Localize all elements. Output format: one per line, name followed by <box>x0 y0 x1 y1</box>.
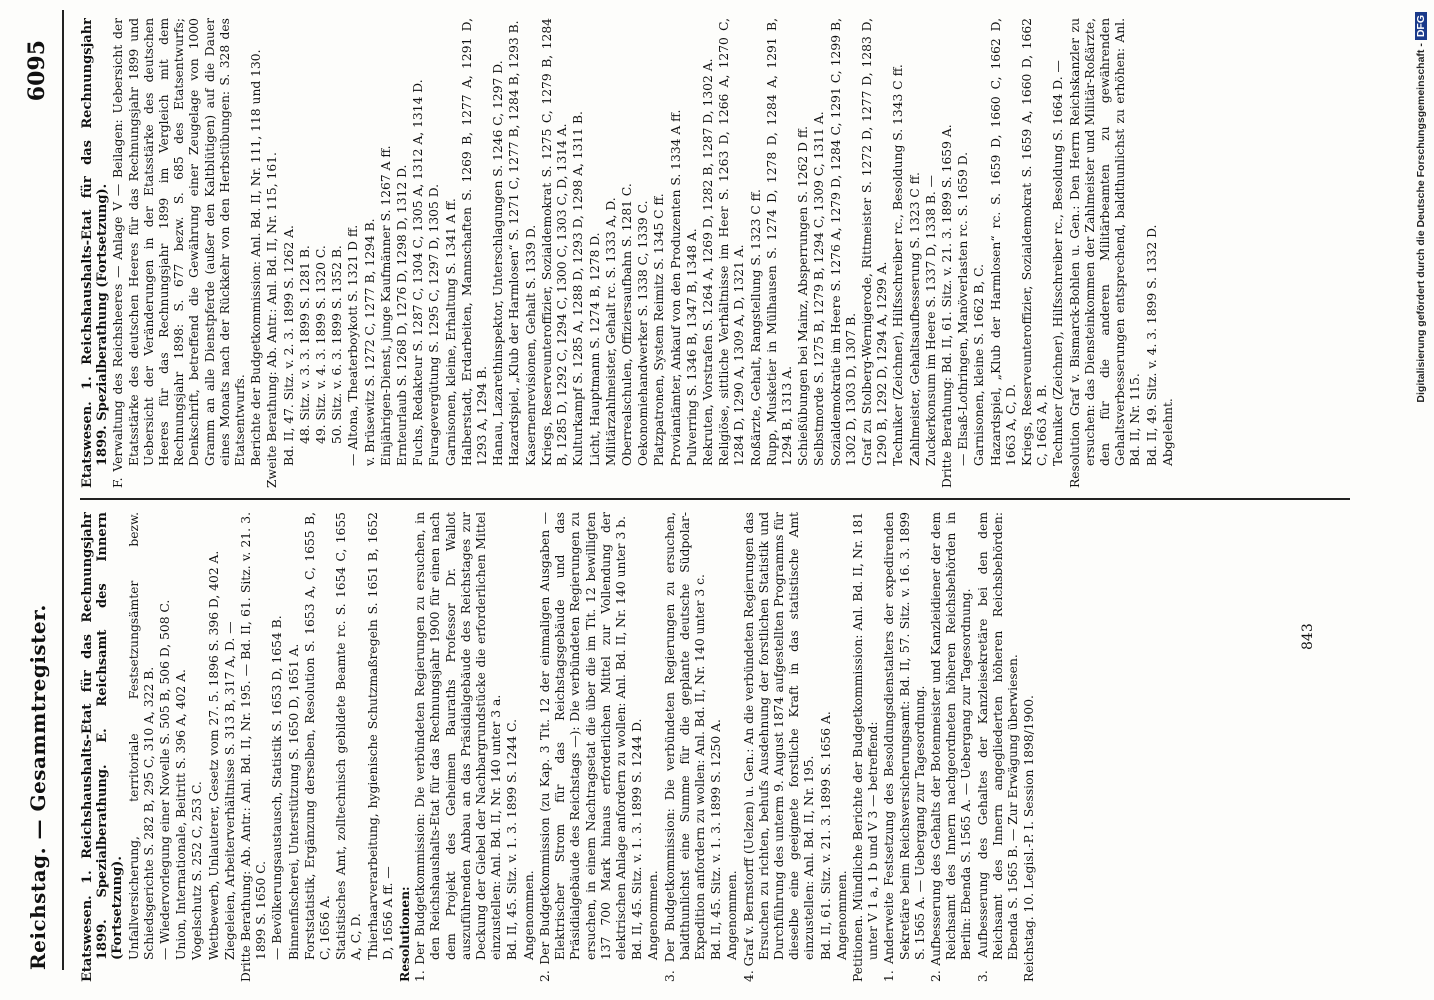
register-entry: Abgelehnt. <box>1160 398 1175 466</box>
register-entry: Graf zu Stolberg-Wernigerode, Rittmeister S. 1272 D, 1277 D, 1283 D, 1290 B, 1292 D, 1294 A, 1299 A. <box>859 18 890 466</box>
sheet-signature: 843 <box>1300 623 1316 650</box>
register-entry: Etatswesen. 1. Reichshaushalts-Etat für das Rechnungsjahr 1899. Spezialberathung. E. Reichsamt des Innern (Fortsetzung). <box>80 512 126 982</box>
register-entry: Kriegs, Reserveunteroffizier, Sozialdemokrat S. 1275 C, 1279 B, 1284 B, 1285 D, 1292 C, 1294 C, 1300 C, 1303 C, D, 1314 A. <box>539 18 570 466</box>
register-entry: Fuchs, Redakteur S. 1287 C, 1304 C, 1305 A, 1312 A, 1314 D. <box>411 79 426 466</box>
register-entry: Zahlmeister, Gehaltsaufbesserung S. 1323 C ff. <box>907 172 922 466</box>
register-entry: Bd. II, 47. Sitz. v. 2. 3. 1899 S. 1262 A. <box>281 225 296 466</box>
register-entry: Techniker (Zeichner), Hilfsschreiber rc., Besoldung S. 1664 D. — <box>1051 60 1066 466</box>
register-entry: 2. Aufbesserung des Gehalts der Botenmeister und Kanzleidiener der dem Reichsamt des Innern nachgeordneten höheren Reichsbehörden in Berlin: Ebenda S. 1565 A. — Uebergang zur Tagesordnung. <box>928 512 974 982</box>
register-entry: Bd. II, 45. Sitz. v. 1. 3. 1899 S. 1244 C. <box>505 719 520 960</box>
register-entry: Platzpatronen, System Reimitz S. 1345 C ff. <box>652 193 667 466</box>
register-entry: Union, Internationale, Beitritt S. 396 A, 402 A. <box>174 669 189 960</box>
register-entry: Kriegs, Reserveunteroffizier, Sozialdemokrat S. 1659 A, 1660 D, 1662 C, 1663 A, B. <box>1019 18 1050 466</box>
register-entry: F. Verwaltung des Reichsheeres — Anlage V — Beilagen: Uebersicht der Etatsstärke des deutschen Heeres für das Rechnungsjahr 1899 und Uebersicht der Veränderungen in der Etatsstärke des deutschen Heeres für das Rechnungsjahr 1899 im Vergleich mit dem Rechnungsjahr 1898: S. 677 bezw. S. 685 des Etatsentwurfs; Denkschrift, betreffend die Gewährung einer Zeugelage von 1000 Gramm an alle Dienstpferde (außer den Kaltblütigen) auf die Dauer eines Monats nach der Rückkehr von den Herbstübungen: S. 328 des Etatsentwurfs. <box>111 18 248 488</box>
register-entry: Bd. II, 45. Sitz. v. 1. 3. 1899 S. 1250 A. <box>709 719 724 960</box>
register-entry: Hanau, Lazarethinspektor, Unterschlagungen S. 1246 C, 1297 D. <box>491 60 506 466</box>
register-entry: Pulverring S. 1346 B, 1347 B, 1348 A. <box>684 228 699 466</box>
register-entry: Oberrealschulen, Offiziersaufbahn S. 1281 C. <box>619 183 634 466</box>
right-column <box>80 18 1350 488</box>
register-entry: Vogelschutz S. 252 C, 253 C. <box>190 781 205 960</box>
register-entry: 48. Sitz. v. 3. 3. 1899 S. 1281 B. <box>297 245 312 444</box>
register-entry: Resolution Graf v. Bismarck-Bohlen u. Gen.: Den Herrn Reichskanzler zu ersuchen: das Diensteinkommen der Zahlmeister und Militär-Roßärzte, den für die anderen Militärbeamten zu gewährenden Gehaltsverbesserungen entsprechend, baldthunlichst zu erhöhen: Anl. Bd. II, Nr. 115. <box>1067 18 1143 488</box>
register-entry: Forststatistik, Ergänzung derselben, Resolution S. 1653 A, C, 1655 B, C, 1656 A. <box>302 512 333 960</box>
running-title: Reichstag. — Gesammtregister. <box>26 604 50 970</box>
register-entry: Garnisonen, kleine, Erhaltung S. 1341 A ff. <box>443 198 458 466</box>
register-entry: Angenommen. <box>521 870 536 960</box>
register-entry: Statistisches Amt, zolltechnisch gebildete Beamte rc. S. 1654 C, 1655 A, C, D. <box>334 512 364 960</box>
register-entry: Einjährigen-Dienst, junge Kaufmänner S. 1267 A ff. <box>378 145 393 466</box>
register-entry: Petitionen. Mündliche Berichte der Budgetkommission: Anl. Bd. II, Nr. 181 unter V 1 a, 1 b und V 3 — betreffend: <box>850 512 881 982</box>
register-entry: 1. Anderweite Festsetzung des Besoldungsdienstalters der expedirenden Sekretäre beim Reichsversicherungsamt: Bd. II, 57. Sitz. v. 16. 3. 1899 S. 1565 A. — Uebergang zur Tagesordnung. <box>882 512 927 982</box>
register-entry: Hazardspiel, „Klub der Harmlosen“ rc. S. 1659 D, 1660 C, 1662 D, 1663 A, C, D. <box>988 18 1018 466</box>
register-entry: Rekruten, Vorstrafen S. 1264 A, 1269 D, 1282 B, 1287 D, 1302 A. <box>700 58 715 466</box>
register-entry: Garnisonen, kleine S. 1662 B, C. <box>972 264 987 466</box>
register-entry: 3. Aufbesserung des Gehaltes der Kanzleisekretäre bei den dem Reichsamt des Innern angegliederten höheren Reichsbehörden: Ebenda S. 1565 B. — Zur Erwägung überwiesen. <box>975 512 1020 982</box>
register-entry: Dritte Berathung: Bd. II, 61. Sitz. v. 21. 3. 1899 S. 1659 A. <box>939 124 954 488</box>
register-entry: 4. Graf v. Bernstorff (Uelzen) u. Gen.: An die verbündeten Regierungen das Ersuchen zu richten, behufs Ausdehnung der forstlichen Statistik und Durchführung des unterm 9. August 1874 aufgestellten Programms für dieselbe eine geeignete forstliche Kraft in das statistische Amt einzustellen: Anl. Bd. II, Nr. 195. <box>741 512 817 982</box>
register-entry: Kulturkampf S. 1285 A, 1288 D, 1293 D, 1298 A, 1311 B. <box>571 111 586 466</box>
register-entry: 2. Der Budgetkommission (zu Kap. 3 Tit. 12 der einmaligen Ausgaben — Elektrischer Strom für das Reichstagsgebäude und das Präsidialgebäude des Reichstags —): Die verbündeten Regierungen zu ersuchen, in einem Nachtragsetat die über die im Tit. 12 bewilligten 137 700 Mark hinaus erforderlichen Mittel zur Vollendung der elektrischen Anlage anfordern zu wollen: Anl. Bd. II, Nr. 140 unter 3 b. <box>537 512 628 982</box>
register-entry: Religiöse, sittliche Verhältnisse im Heer S. 1263 D, 1266 A, 1270 C, 1284 D, 1290 A, 1309 A, D, 1321 A. <box>717 18 747 466</box>
register-entry: Wettbewerb, Unlauterer, Gesetz vom 27. 5. 1896 S. 396 D, 402 A. <box>206 550 221 960</box>
register-entry: Techniker (Zeichner), Hilfsschreiber rc., Besoldung S. 1343 C ff. <box>891 64 906 466</box>
register-entry: 3. Der Budgetkommission: Die verbündeten Regierungen zu ersuchen, baldthunlichst eine Summe für die geplante deutsche Südpolar-Expedition anfordern zu wollen: Anl. Bd. II, Nr. 140 unter 3 c. <box>662 512 707 982</box>
register-entry: Selbstmorde S. 1275 B, 1279 B, 1294 C, 1309 C, 1311 A. <box>812 111 827 466</box>
register-entry: Furagevergütung S. 1295 C, 1297 D, 1305 D. <box>427 183 442 466</box>
register-entry: — Altona, Theaterboykott S. 1321 D ff. <box>346 224 361 466</box>
dfg-logo: DFG <box>1415 12 1427 40</box>
register-entry: Angenommen. <box>646 870 661 960</box>
register-entry: v. Brüsewitz S. 1272 C, 1277 B, 1294 B. <box>362 218 377 466</box>
register-entry: 50. Sitz. v. 6. 3. 1899 S. 1352 B. <box>330 245 345 444</box>
register-entry: Dritte Berathung: Ab. Antr.: Anl. Bd. II, Nr. 195. — Bd. II, 61. Sitz. v. 21. 3. 1899 S. 1650 C. <box>239 512 269 982</box>
register-entry: Halberstadt, Erdarbeiten, Mannschaften S. 1269 B, 1277 A, 1291 D, 1293 A, 1294 B. <box>459 18 490 466</box>
register-entry: Roßärzte, Gehalt, Rangstellung S. 1323 C ff. <box>748 189 763 466</box>
stamp-text: Digitalisierung gefördert durch die Deutsche Forschungsgemeinschaft - <box>1415 43 1427 403</box>
register-entry: Unfallversicherung, territoriale Festsetzungsämter bezw. Schiedsgerichte S. 282 B, 295 C, 310 A, 322 B. <box>126 512 156 960</box>
register-entry: Proviantämter, Ankauf von den Produzenten S. 1334 A ff. <box>668 109 683 466</box>
register-entry: Hazardspiel, „Klub der Harmlosen“ S. 1271 C, 1277 B, 1284 B, 1293 B. <box>507 20 522 466</box>
register-entry: Resolutionen: <box>397 886 413 982</box>
register-entry: — Bevölkerungsaustausch, Statistik S. 1653 D, 1654 B. <box>270 615 285 960</box>
register-entry: Angenommen. <box>725 870 740 960</box>
register-entry: Ziegeleien, Arbeiterverhältnisse S. 313 B, 317 A, D. — <box>222 621 237 960</box>
register-entry: Bd. II, 61. Sitz. v. 21. 3. 1899 S. 1656 A. <box>818 711 833 960</box>
register-entry: Rupp, Musketier in Mülhausen S. 1274 D, 1278 D, 1284 A, 1291 B, 1294 B, 1313 A. <box>764 18 794 466</box>
register-entry: Reichstag. 10. Legisl.-P. I. Session 1898/1900. <box>1022 695 1037 982</box>
register-entry: Ernteurlaub S. 1268 D, 1276 D, 1298 D, 1312 D. <box>395 164 410 466</box>
register-entry: Licht, Hauptmann S. 1274 B, 1278 D. <box>587 232 602 466</box>
register-entry: Zweite Berathung: Ab. Antr.: Anl. Bd. II, Nr. 115, 161. <box>265 152 280 488</box>
page-number: 6095 <box>24 40 50 102</box>
register-entry: Etatswesen. 1. Reichshaushalts-Etat für das Rechnungsjahr 1899. Spezialberathung (Fortsetzung). <box>80 18 111 488</box>
register-entry: — Elsaß-Lothringen, Manöverlasten rc. S. 1659 D. <box>956 151 971 466</box>
register-entry: Schießübungen bei Mainz, Absperrungen S. 1262 D ff. <box>796 125 811 466</box>
register-entry: 49. Sitz. v. 4. 3. 1899 S. 1320 C. <box>314 245 329 444</box>
register-entry: Bd. II, 45. Sitz. v. 1. 3. 1899 S. 1244 D. <box>630 718 645 960</box>
register-entry: Binnenfischerei, Unterstützung S. 1650 D, 1651 A. <box>286 643 301 960</box>
dfg-side-stamp <box>1415 12 1433 902</box>
register-entry: Militärzahlmeister, Gehalt rc. S. 1333 A, D. <box>603 197 618 466</box>
page-header <box>18 10 64 970</box>
register-entry: Oekonomiehandwerker S. 1338 C, 1339 C. <box>636 200 651 466</box>
register-entry: Sozialdemokratie im Heere S. 1276 A, 1279 D, 1284 C, 1291 C, 1299 B, 1302 D, 1303 D, 1307 B. <box>828 18 858 466</box>
register-entry: Bd. II, 49. Sitz. v. 4. 3. 1899 S. 1332 D. <box>1144 224 1159 466</box>
column-divider <box>80 498 1350 500</box>
left-column <box>80 512 1120 982</box>
register-entry: Zuckerkonsum im Heere S. 1337 D, 1338 B. — <box>923 175 938 466</box>
register-entry: Thierhaarverarbeitung, hygienische Schutzmaßregeln S. 1651 B, 1652 D, 1656 A ff. — <box>365 512 395 960</box>
register-entry: Kasernenrevisionen, Gehalt S. 1339 D. <box>523 224 538 466</box>
register-entry: Berichte der Budgetkommission: Anl. Bd. II, Nr. 111, 118 und 130. <box>249 49 264 466</box>
register-entry: 1. Der Budgetkommission: Die verbündeten Regierungen zu ersuchen, in den Reichshaushalts-Etat für das Rechnungsjahr 1900 für einen nach dem Projekt des Geheimen Bauraths Professor Dr. Wallot auszuführenden Anbau an das Präsidialgebäude des Reichstages zur Deckung der Giebel der Nachbargrundstücke die erforderlichen Mittel einzustellen: Anl. Bd. II, Nr. 140 unter 3 a. <box>413 512 504 982</box>
register-entry: Angenommen. <box>834 870 849 960</box>
register-entry: — Wiedervorlegung einer Novelle S. 505 B, 506 D, 508 C. <box>158 599 173 960</box>
